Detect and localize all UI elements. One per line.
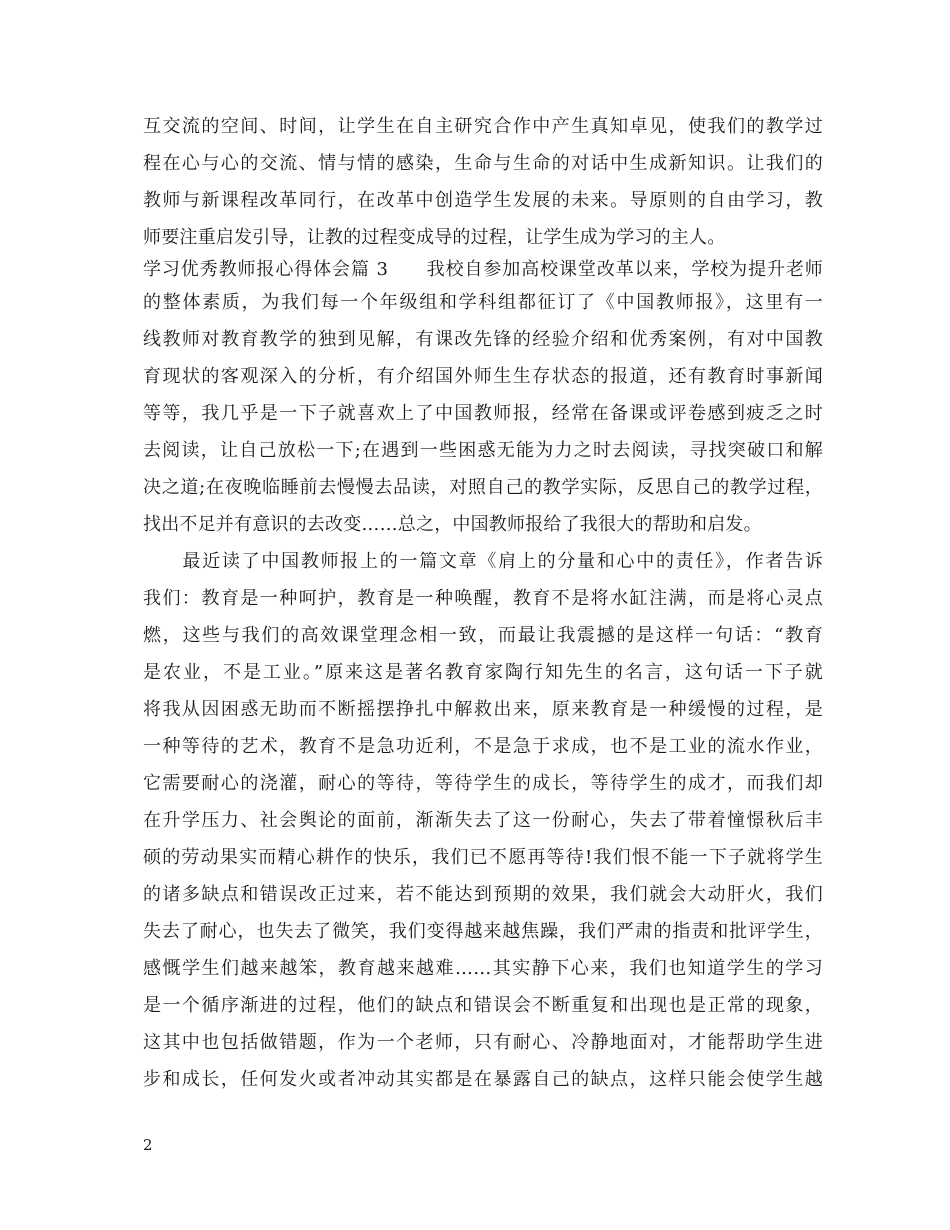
text-line: 育现状的客观深入的分析，有介绍国外师生生存状态的报道，还有教育时事新闻 (143, 366, 823, 387)
page-number: 2 (143, 1136, 153, 1154)
text-line: 去阅读，让自己放松一下;在遇到一些困惑无能为力之时去阅读，寻找突破口和解 (143, 440, 823, 461)
section-heading-line: 学习优秀教师报心得体会篇 3 我校自参加高校课堂改革以来，学校为提升老师 (143, 259, 823, 280)
text-line: 是一个循序渐进的过程，他们的缺点和错误会不断重复和出现也是正常的现象， (143, 995, 823, 1016)
text-line: 一种等待的艺术，教育不是急功近利，不是急于求成，也不是工业的流水作业， (143, 736, 823, 757)
text-line: 步和成长，任何发火或者冲动其实都是在暴露自己的缺点，这样只能会使学生越 (143, 1069, 823, 1090)
text-line: 找出不足并有意识的去改变……总之，中国教师报给了我很大的帮助和启发。 (143, 514, 762, 535)
text-line: 的整体素质，为我们每一个年级组和学科组都征订了《中国教师报》，这里有一 (143, 292, 823, 313)
text-line: 在升学压力、社会舆论的面前，渐渐失去了这一份耐心，失去了带着憧憬秋后丰 (143, 810, 823, 831)
text-line: 互交流的空间、时间，让学生在自主研究合作中产生真知卓见，使我们的教学过 (143, 116, 823, 137)
text-line: 师要注重启发引导，让教的过程变成导的过程，让学生成为学习的主人。 (143, 227, 726, 248)
text-line: 这其中也包括做错题，作为一个老师，只有耐心、冷静地面对，才能帮助学生进 (143, 1032, 823, 1053)
text-line: 燃，这些与我们的高效课堂理念相一致，而最让我震撼的是这样一句话：“教育 (143, 625, 823, 646)
text-line: 线教师对教育教学的独到见解，有课改先锋的经验介绍和优秀案例，有对中国教 (143, 329, 823, 350)
text-line: 决之道;在夜晚临睡前去慢慢去品读，对照自己的教学实际，反思自己的教学过程， (143, 477, 823, 498)
paragraph-start-line: 最近读了中国教师报上的一篇文章《肩上的分量和心中的责任》，作者告诉 (143, 551, 823, 572)
text-line: 将我从因困惑无助而不断摇摆挣扎中解救出来，原来教育是一种缓慢的过程，是 (143, 699, 823, 720)
text-line: 等等，我几乎是一下子就喜欢上了中国教师报，经常在备课或评卷感到疲乏之时 (143, 403, 823, 424)
text-line: 教师与新课程改革同行，在改革中创造学生发展的未来。导原则的自由学习，教 (143, 190, 823, 211)
text-line: 的诸多缺点和错误改正过来，若不能达到预期的效果，我们就会大动肝火，我们 (143, 884, 823, 905)
text-line: 程在心与心的交流、情与情的感染，生命与生命的对话中生成新知识。让我们的 (143, 153, 823, 174)
text-line: 硕的劳动果实而精心耕作的快乐，我们已不愿再等待!我们恨不能一下子就将学生 (143, 847, 823, 868)
text-line: 它需要耐心的浇灌，耐心的等待，等待学生的成长，等待学生的成才，而我们却 (143, 773, 823, 794)
text-line: 感慨学生们越来越笨，教育越来越难……其实静下心来，我们也知道学生的学习 (143, 958, 823, 979)
text-line: 失去了耐心，也失去了微笑，我们变得越来越焦躁，我们严肃的指责和批评学生， (143, 921, 823, 942)
text-line: 是农业，不是工业。”原来这是著名教育家陶行知先生的名言，这句话一下子就 (143, 662, 823, 683)
text-line: 我们：教育是一种呵护，教育是一种唤醒，教育不是将水缸注满，而是将心灵点 (143, 588, 823, 609)
